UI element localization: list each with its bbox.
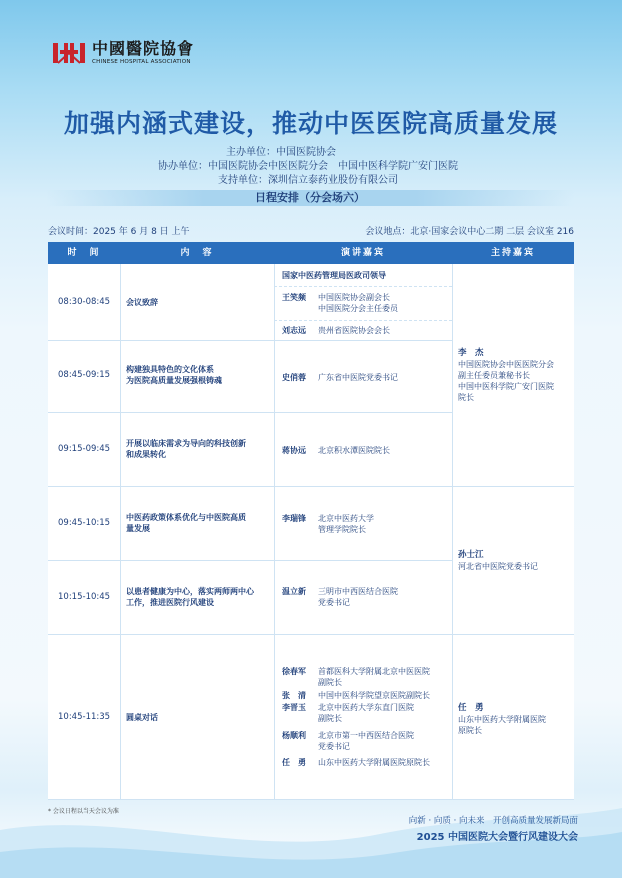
- speaker-name: 徐春军: [282, 667, 306, 676]
- row-divider: [48, 340, 452, 341]
- speaker-title: 北京中医药大学东直门医院 副院长: [318, 703, 414, 723]
- speaker-title: 中国中医科学院望京医院副院长: [318, 691, 430, 700]
- row-content: 中医药政策体系优化与中医院高质 量发展: [126, 513, 246, 533]
- meeting-time: 会议时间：2025 年 6 月 8 日 上午: [48, 227, 190, 237]
- row-time: 09:45-10:15: [58, 518, 111, 528]
- speaker-title: 北京市第一中西医结合医院 党委书记: [318, 731, 414, 751]
- row-content: 圆桌对话: [126, 713, 158, 722]
- table-bottom-border: [48, 799, 574, 800]
- host-divider: [452, 634, 574, 635]
- speaker-name: 张 清: [282, 691, 306, 700]
- speaker-name: 任 勇: [282, 758, 306, 767]
- speaker-name: 温立新: [282, 587, 306, 596]
- speaker-name: 蒋协远: [282, 446, 306, 455]
- speaker-name: 刘志远: [282, 326, 306, 335]
- host-name: 孙士江: [458, 550, 484, 560]
- page-title: 加强内涵式建设，推动中医医院高质量发展: [63, 109, 558, 138]
- row-time: 10:45-11:35: [58, 712, 111, 722]
- sponsor-label: 支持单位：: [218, 175, 268, 186]
- association-logo: [52, 40, 194, 66]
- host-title: 中国医院协会中医医院分会 副主任委员兼秘书长 中国中医科学院广安门医院 院长: [458, 360, 554, 402]
- footer-slogan: 向新 · 向质 · 向未来 开创高质量发展新局面: [408, 816, 578, 826]
- row-divider: [48, 412, 452, 413]
- host-title: 河北省中医院党委书记: [458, 562, 538, 571]
- footer-conference-name: 2025 中国医院大会暨行风建设大会: [416, 832, 578, 843]
- row-content: 以患者健康为中心，落实两师两中心 工作，推进医院行风建设: [126, 587, 254, 607]
- header-time: 时 间: [48, 242, 120, 264]
- sponsor-list: [0, 146, 622, 188]
- row-divider: [48, 486, 452, 487]
- sponsor-label: 主办单位：: [226, 147, 276, 158]
- speaker-title: 北京中医药大学 管理学院院长: [318, 514, 374, 534]
- speaker-title: 山东中医药大学附属医院原院长: [318, 758, 430, 767]
- column-divider: [120, 264, 121, 800]
- row-divider: [48, 560, 452, 561]
- association-emblem-icon: [52, 40, 86, 66]
- logo-english-name: CHINESE HOSPITAL ASSOCIATION: [92, 59, 191, 65]
- meeting-place: 会议地点：北京·国家会议中心二期 二层 会议室 216: [365, 227, 574, 237]
- speaker-name: 李晋玉: [282, 703, 306, 712]
- schedule-title: 日程安排（分会场六）: [46, 190, 574, 206]
- sponsor-label: 协办单位：: [158, 161, 208, 172]
- host-name: 任 勇: [458, 703, 484, 713]
- sponsor-value: 中国医院协会: [276, 147, 336, 158]
- speaker-name: 杨顺利: [282, 731, 306, 740]
- logo-chinese-name: 中國醫院協會: [92, 39, 195, 58]
- schedule-table: [48, 242, 574, 800]
- host-title: 山东中医药大学附属医院 原院长: [458, 715, 546, 735]
- speaker-name: 史俏蓉: [282, 373, 306, 382]
- row-time: 08:30-08:45: [58, 297, 111, 307]
- header-speakers: 演讲嘉宾: [274, 242, 452, 264]
- header-hosts: 主持嘉宾: [452, 242, 574, 264]
- speaker-title: 中国医院协会副会长 中国医院分会主任委员: [318, 293, 398, 313]
- speaker-title: 三明市中西医结合医院 党委书记: [318, 587, 398, 607]
- row-content: 会议致辞: [126, 298, 158, 307]
- column-divider: [274, 264, 275, 800]
- row-content: 开展以临床需求为导向的科技创新 和成果转化: [126, 439, 246, 459]
- speaker-divider: [274, 286, 452, 287]
- speaker-title: 北京积水潭医院院长: [318, 446, 390, 455]
- speaker-divider: [274, 320, 452, 321]
- row-time: 08:45-09:15: [58, 370, 111, 380]
- speaker-title: 广东省中医院党委书记: [318, 373, 398, 382]
- speaker-name: 国家中医药管理局医政司领导: [282, 271, 386, 280]
- schedule-note: * 会议日程以当天会议为准: [48, 808, 119, 815]
- sponsor-row-co-host: [0, 160, 622, 174]
- host-name: 李 杰: [458, 348, 484, 358]
- row-time: 09:15-09:45: [58, 444, 111, 454]
- row-time: 10:15-10:45: [58, 592, 111, 602]
- speaker-name: 王笑频: [282, 293, 306, 302]
- host-divider: [452, 486, 574, 487]
- speaker-title: 贵州省医院协会会长: [318, 326, 390, 335]
- sponsor-row-supporter: [0, 174, 622, 188]
- sponsor-row-host: [0, 146, 622, 160]
- row-content: 构建独具特色的文化体系 为医院高质量发展强根铸魂: [126, 365, 222, 385]
- row-divider: [48, 634, 452, 635]
- sponsor-value: 深圳信立泰药业股份有限公司: [268, 175, 398, 186]
- header-content: 内 容: [120, 242, 274, 264]
- sponsor-value: 中国医院协会中医医院分会 中国中医科学院广安门医院: [208, 161, 458, 172]
- speaker-title: 首都医科大学附属北京中医医院 副院长: [318, 667, 430, 687]
- speaker-name: 李瑞锋: [282, 514, 306, 523]
